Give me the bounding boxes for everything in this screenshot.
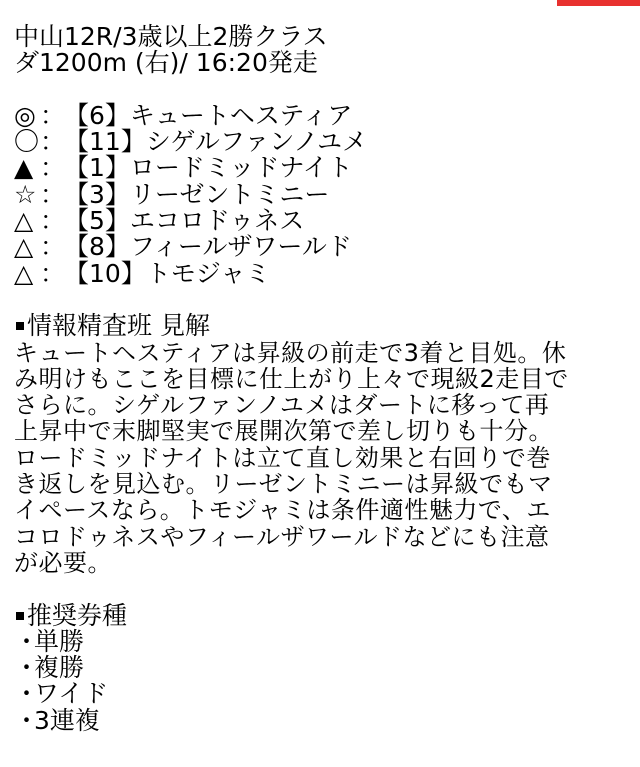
pick-row	[14, 179, 634, 209]
pick-horse-name: フィールザワールド	[129, 232, 352, 262]
pick-row	[14, 129, 634, 155]
spacer	[14, 287, 634, 313]
pick-mark: △	[14, 258, 34, 288]
analysis-heading-row	[14, 313, 634, 339]
analysis-text	[14, 340, 634, 577]
pick-number: 【1】	[64, 153, 130, 183]
analysis-line: さらに。シゲルファンノユメはダートに移って再	[14, 391, 550, 420]
pick-colon: ：	[40, 100, 66, 130]
analysis-line: イペースなら。トモジャミは条件適性魅力で、エ	[14, 496, 551, 525]
pick-number: 【11】	[64, 127, 146, 157]
dot-bullet-icon: ・	[14, 705, 40, 735]
pick-mark: ▲	[14, 153, 34, 183]
ticket-item	[14, 681, 634, 707]
pick-horse-name: エコロドゥネス	[129, 206, 305, 236]
analysis-line: み明けもここを目標に仕上がり上々で現級2走目で	[14, 364, 569, 393]
pick-horse-name: ロードミッドナイト	[129, 153, 353, 183]
pick-mark: ☆	[14, 179, 37, 209]
tickets-heading-row	[14, 600, 634, 630]
tickets-list	[14, 626, 634, 735]
picks-list	[14, 100, 634, 288]
pick-row	[14, 208, 634, 234]
pick-row	[14, 234, 634, 260]
pick-number: 【6】	[64, 100, 130, 130]
analysis-line: コロドゥネスやフィールザワールドなどにも注意	[14, 522, 550, 551]
pick-colon: ：	[40, 232, 66, 262]
analysis-line: ロードミッドナイトは立て直し効果と右回りで巻	[14, 443, 551, 472]
square-bullet-icon	[16, 612, 24, 620]
ticket-item	[14, 626, 634, 656]
pick-horse-name: キュートヘスティア	[129, 100, 353, 130]
pick-colon: ：	[40, 153, 66, 183]
race-detail: ダ1200m (右)/ 16:20発走	[14, 48, 318, 78]
pick-row	[14, 155, 634, 181]
pick-row	[14, 258, 634, 288]
ticket-label: 単勝	[34, 626, 85, 656]
race-prediction-content	[14, 24, 634, 734]
dot-bullet-icon: ・	[14, 626, 40, 656]
pick-mark: △	[14, 232, 34, 262]
pick-number: 【3】	[64, 179, 130, 209]
ticket-item	[14, 655, 634, 681]
analysis-line: が必要。	[14, 548, 112, 577]
ticket-label: 複勝	[34, 653, 85, 683]
pick-horse-name: トモジャミ	[145, 258, 271, 288]
analysis-line: き返しを見込む。リーゼントミニーは昇級でもマ	[14, 470, 553, 499]
spacer	[14, 576, 634, 602]
square-bullet-icon	[16, 322, 24, 330]
analysis-line: キュートヘスティアは昇級の前走で3着と目処。休	[14, 338, 567, 367]
pick-number: 【5】	[64, 206, 130, 236]
analysis-line: 上昇中で末脚堅実で展開次第で差し切りも十分。	[14, 417, 553, 446]
pick-mark: 〇	[14, 127, 40, 157]
pick-colon: ：	[40, 127, 66, 157]
pick-colon: ：	[40, 179, 66, 209]
analysis-heading: 情報精査班 見解	[27, 311, 210, 341]
dot-bullet-icon: ・	[14, 679, 40, 709]
top-accent-bar	[557, 0, 640, 6]
pick-number: 【8】	[64, 232, 130, 262]
ticket-label: 3連複	[34, 705, 100, 735]
dot-bullet-icon: ・	[14, 653, 40, 683]
pick-mark: △	[14, 206, 34, 236]
pick-horse-name: シゲルファンノユメ	[145, 127, 368, 157]
pick-row	[14, 100, 634, 130]
race-title: 中山12R/3歳以上2勝クラス	[14, 22, 328, 51]
ticket-item	[14, 705, 634, 735]
pick-horse-name: リーゼントミニー	[129, 179, 330, 209]
pick-colon: ：	[40, 206, 66, 236]
tickets-heading: 推奨券種	[27, 600, 128, 630]
ticket-label: ワイド	[34, 679, 109, 709]
pick-mark: ◎	[14, 100, 36, 130]
pick-colon: ：	[40, 258, 66, 288]
pick-number: 【10】	[64, 258, 146, 288]
spacer	[14, 77, 634, 103]
